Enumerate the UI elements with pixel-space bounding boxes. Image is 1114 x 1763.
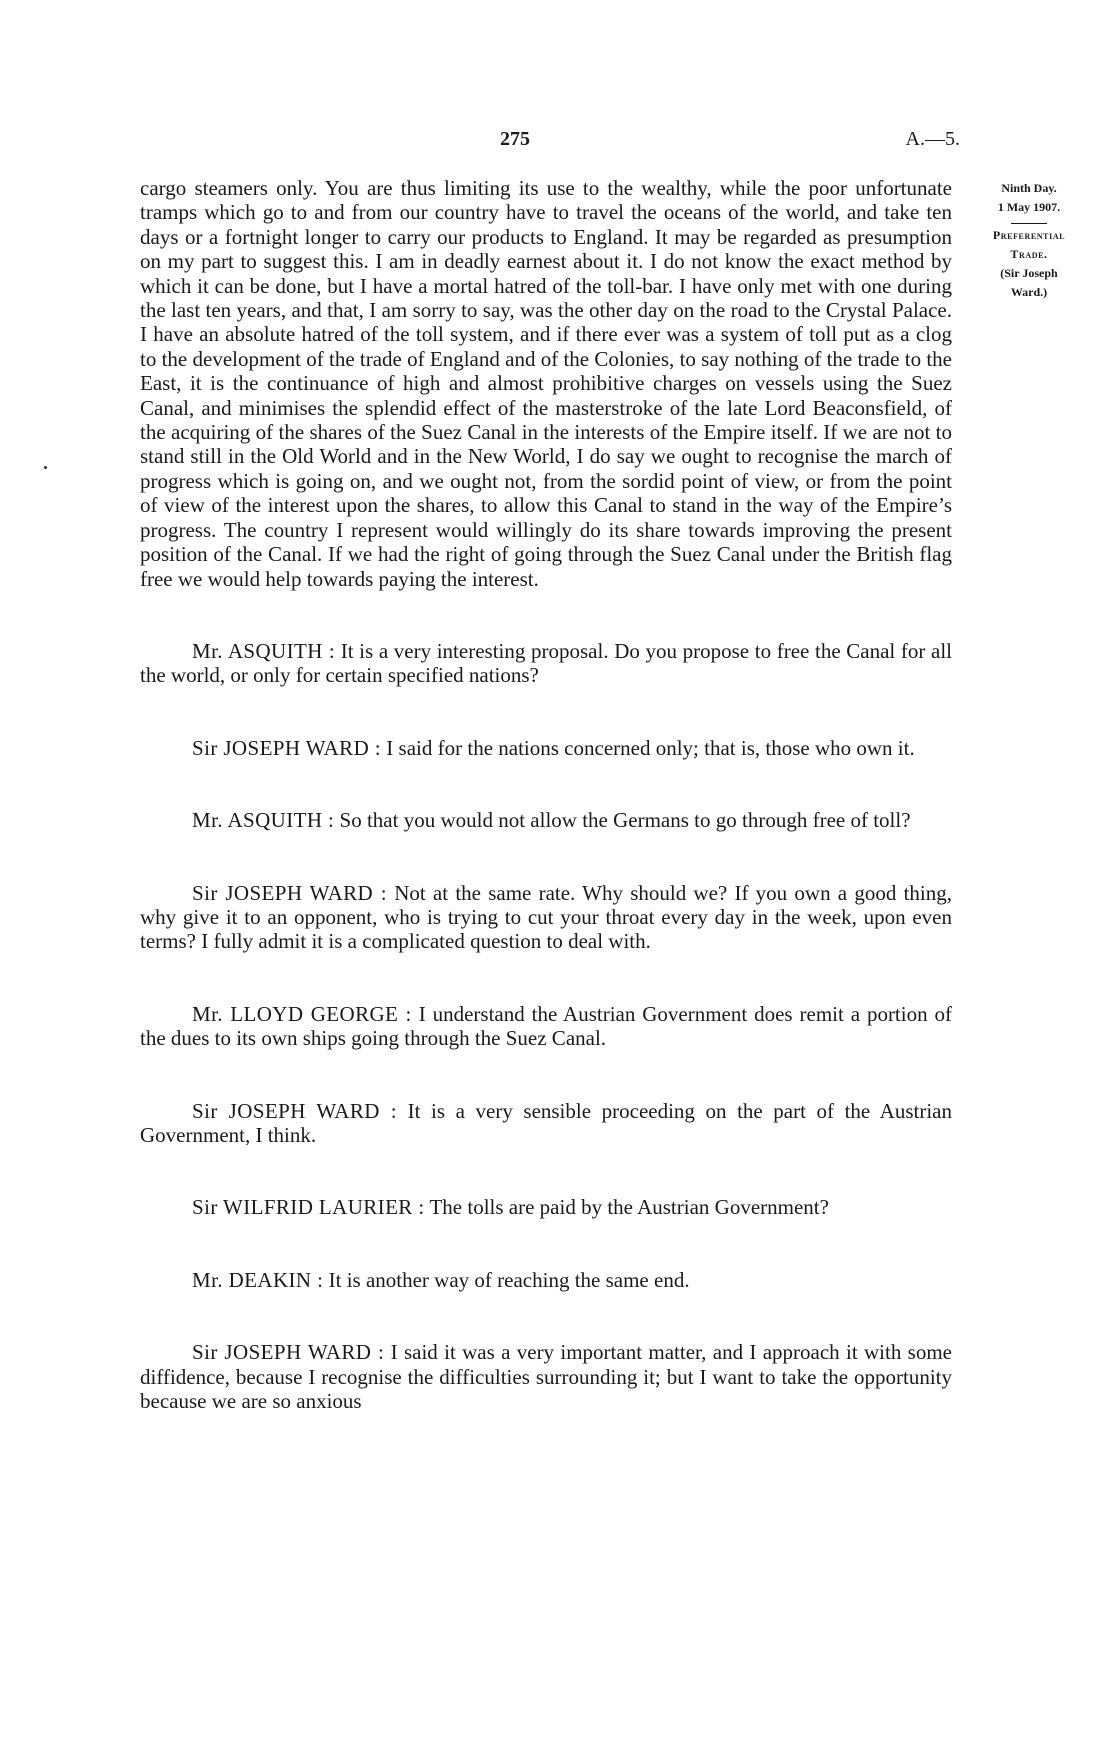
speech-paragraph [140,808,952,832]
speech-text: I said it was a very important matter, and I approach it with some diffidence, because I recognise the difficulties surrounding it; but I want to take the opportunity because we are so anxious [140,1340,952,1413]
speech-paragraph [140,881,952,954]
speech-text: I understand the Austrian Government does remit a portion of the dues to its own ships going through the Suez Canal. [140,1001,952,1051]
speaker-name: Sir JOSEPH WARD : [192,735,382,760]
margin-note-topic-line1: Preferential [992,228,1066,242]
continuation-paragraph: cargo steamers only. You are thus limiting its use to the wealthy, while the poor unfortunate tramps which go to and from our country have to travel the oceans of the world, and take ten days or a fortnight longer to carry our products to England. It may be regarded as presumption on my part to suggest this. I am in deadly earnest about it. I do not know the exact method by which it can be done, but I have a mortal hatred of the toll-bar. I have only met with one during the last ten years, and that, I am sorry to say, was the other day on the road to the Crystal Palace. I have an absolute hatred of the toll system, and if there ever was a system of toll put as a clog to the development of the trade of England and of the Colonies, to say nothing of the trade to the East, it is the continuance of high and almost prohibitive charges on vessels using the Suez Canal, and minimises the splendid effect of the masterstroke of the late Lord Beaconsfield, of the acquiring of the shares of the Suez Canal in the interests of the Empire itself. If we are not to stand still in the Old World and in the New World, I do say we ought to recognise the march of progress which is going on, and we ought not, from the sordid point of view, or from the point of view of the interest upon the shares, to allow this Canal to stand in the way of the Empire’s progress. The country I represent would willingly do its share towards improving the present position of the Canal. If we had the right of going through the Suez Canal under the British flag free we would help towards paying the interest. [140,176,952,591]
margin-note [964,179,1094,302]
page-number: 275 [500,128,530,150]
speaker-name: Mr. ASQUITH : [192,638,336,663]
speaker-name: Sir JOSEPH WARD : [192,880,387,905]
speaker-name: Sir JOSEPH WARD : [192,1098,398,1123]
speech-text: It is a very interesting proposal. Do you propose to free the Canal for all the world, or only for certain specified nations? [140,638,953,688]
margin-note-day: Ninth Day. [1001,181,1057,195]
speech-paragraph [140,1099,952,1148]
speech-text: So that you would not allow the Germans to go through free of toll? [339,808,911,833]
margin-note-topic-line2: Trade. [1010,247,1048,261]
speaker-name: Sir WILFRID LAURIER : [192,1195,425,1220]
speech-paragraph [140,1002,952,1051]
speech-paragraph [140,1268,952,1292]
margin-note-speaker-line1: (Sir Joseph [1000,266,1058,280]
speech-paragraph [140,1195,952,1219]
speaker-name: Mr. DEAKIN : [192,1267,324,1292]
speech-paragraph [140,736,952,760]
document-reference: A.—5. [905,128,960,150]
speech-paragraph [140,1340,952,1413]
page-header [140,128,960,158]
speech-text: It is another way of reaching the same end. [328,1267,690,1292]
speech-paragraph [140,639,952,688]
speech-text: It is a very sensible proceeding on the part of the Austrian Government, I think. [140,1098,952,1147]
margin-note-speaker-line2: Ward.) [1010,285,1048,299]
speech-text: Not at the same rate. Why should we? If you own a good thing, why give it to an opponent, who is trying to cut your throat every day in the week, upon even terms? I fully admit it is a complicated question to deal with. [140,880,952,954]
speaker-name: Sir JOSEPH WARD : [192,1340,385,1365]
speech-text: I said for the nations concerned only; that is, those who own it. [386,735,915,760]
speaker-name: Mr. ASQUITH : [192,808,335,833]
speech-text: The tolls are paid by the Austrian Government? [429,1195,829,1220]
speaker-name: Mr. LLOYD GEORGE : [192,1001,412,1026]
margin-note-date: 1 May 1907. [997,200,1061,214]
margin-note-divider [1011,223,1047,224]
stray-ink-mark [44,466,47,469]
body-text [140,176,952,1461]
